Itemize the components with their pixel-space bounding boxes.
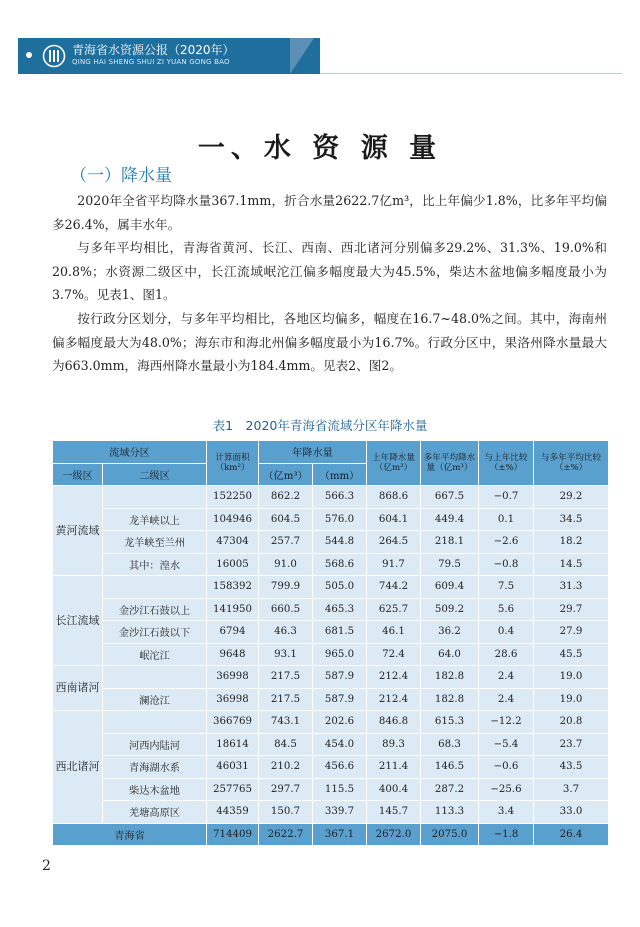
mm-cell: 115.5 bbox=[313, 778, 367, 801]
area-cell: 36998 bbox=[207, 688, 259, 711]
zone-level1-cell: 西南诸河 bbox=[53, 666, 103, 711]
avg-cell: 146.5 bbox=[421, 756, 479, 779]
cmp-avg-cell: 18.2 bbox=[534, 531, 609, 554]
last-cell: 212.4 bbox=[367, 666, 421, 689]
table-row bbox=[53, 688, 609, 711]
cmp-avg-cell: 23.7 bbox=[534, 733, 609, 756]
mm-cell: 568.6 bbox=[313, 553, 367, 576]
vol-cell: 743.1 bbox=[259, 711, 313, 734]
table-row bbox=[53, 643, 609, 666]
avg-cell: 287.2 bbox=[421, 778, 479, 801]
area-cell: 152250 bbox=[207, 486, 259, 509]
header-mm: （mm） bbox=[313, 463, 367, 486]
cmp-avg-cell: 29.2 bbox=[534, 486, 609, 509]
cmp-avg-cell: 31.3 bbox=[534, 576, 609, 599]
header-precip: 年降水量 bbox=[259, 441, 367, 464]
cmp-last-cell: 3.4 bbox=[479, 801, 534, 824]
cmp-last-cell: −0.8 bbox=[479, 553, 534, 576]
cmp-last-cell: −0.7 bbox=[479, 486, 534, 509]
cmp-avg-cell: 19.0 bbox=[534, 666, 609, 689]
area-cell: 158392 bbox=[207, 576, 259, 599]
cmp-avg-cell: 45.5 bbox=[534, 643, 609, 666]
cmp-last-cell: 2.4 bbox=[479, 688, 534, 711]
header-cmp-last: 与上年比较（±%） bbox=[479, 441, 534, 486]
zone-level2-cell: 河西内陆河 bbox=[103, 733, 207, 756]
table-row bbox=[53, 711, 609, 734]
total-vol-cell: 2622.7 bbox=[259, 823, 313, 846]
table-total-row bbox=[53, 823, 609, 846]
cmp-last-cell: −5.4 bbox=[479, 733, 534, 756]
last-cell: 625.7 bbox=[367, 598, 421, 621]
area-cell: 257765 bbox=[207, 778, 259, 801]
cmp-last-cell: −0.6 bbox=[479, 756, 534, 779]
table-row bbox=[53, 756, 609, 779]
mm-cell: 202.6 bbox=[313, 711, 367, 734]
total-last-cell: 2672.0 bbox=[367, 823, 421, 846]
water-bureau-logo-icon bbox=[42, 44, 66, 68]
avg-cell: 218.1 bbox=[421, 531, 479, 554]
total-label-cell: 青海省 bbox=[53, 823, 207, 846]
table-row bbox=[53, 486, 609, 509]
table-row bbox=[53, 508, 609, 531]
cmp-avg-cell: 43.5 bbox=[534, 756, 609, 779]
vol-cell: 297.7 bbox=[259, 778, 313, 801]
vol-cell: 660.5 bbox=[259, 598, 313, 621]
cmp-last-cell: −25.6 bbox=[479, 778, 534, 801]
section-title: （一）降水量 bbox=[70, 166, 172, 186]
last-cell: 72.4 bbox=[367, 643, 421, 666]
zone-level2-cell: 金沙江石鼓以上 bbox=[103, 598, 207, 621]
area-cell: 9648 bbox=[207, 643, 259, 666]
vol-cell: 862.2 bbox=[259, 486, 313, 509]
total-area-cell: 714409 bbox=[207, 823, 259, 846]
vol-cell: 604.5 bbox=[259, 508, 313, 531]
last-cell: 400.4 bbox=[367, 778, 421, 801]
cmp-avg-cell: 29.7 bbox=[534, 598, 609, 621]
avg-cell: 113.3 bbox=[421, 801, 479, 824]
area-cell: 104946 bbox=[207, 508, 259, 531]
mm-cell: 587.9 bbox=[313, 688, 367, 711]
avg-cell: 182.8 bbox=[421, 666, 479, 689]
header-area: 计算面积（km²） bbox=[207, 441, 259, 486]
header-vol: （亿m³） bbox=[259, 463, 313, 486]
header-subtitle: QING HAI SHENG SHUI ZI YUAN GONG BAO bbox=[72, 58, 230, 66]
header-banner-tail bbox=[290, 38, 314, 74]
table-row bbox=[53, 666, 609, 689]
cmp-last-cell: 0.1 bbox=[479, 508, 534, 531]
vol-cell: 217.5 bbox=[259, 666, 313, 689]
zone-level2-cell bbox=[103, 576, 207, 599]
area-cell: 16005 bbox=[207, 553, 259, 576]
total-mm-cell: 367.1 bbox=[313, 823, 367, 846]
last-cell: 868.6 bbox=[367, 486, 421, 509]
cmp-avg-cell: 19.0 bbox=[534, 688, 609, 711]
header-zone: 流域分区 bbox=[53, 441, 207, 464]
mm-cell: 454.0 bbox=[313, 733, 367, 756]
table-row bbox=[53, 733, 609, 756]
vol-cell: 150.7 bbox=[259, 801, 313, 824]
cmp-avg-cell: 3.7 bbox=[534, 778, 609, 801]
cmp-avg-cell: 14.5 bbox=[534, 553, 609, 576]
table-caption: 表1 2020年青海省流域分区年降水量 bbox=[212, 418, 428, 433]
zone-level2-cell: 青海湖水系 bbox=[103, 756, 207, 779]
mm-cell: 681.5 bbox=[313, 621, 367, 644]
area-cell: 36998 bbox=[207, 666, 259, 689]
header-last-year: 上年降水量（亿m³） bbox=[367, 441, 421, 486]
mm-cell: 587.9 bbox=[313, 666, 367, 689]
avg-cell: 449.4 bbox=[421, 508, 479, 531]
table-row bbox=[53, 531, 609, 554]
area-cell: 18614 bbox=[207, 733, 259, 756]
table-body bbox=[53, 486, 609, 846]
avg-cell: 615.3 bbox=[421, 711, 479, 734]
cmp-last-cell: 28.6 bbox=[479, 643, 534, 666]
area-cell: 46031 bbox=[207, 756, 259, 779]
cmp-last-cell: −12.2 bbox=[479, 711, 534, 734]
vol-cell: 91.0 bbox=[259, 553, 313, 576]
table-row bbox=[53, 576, 609, 599]
zone-level2-cell bbox=[103, 486, 207, 509]
area-cell: 141950 bbox=[207, 598, 259, 621]
mm-cell: 505.0 bbox=[313, 576, 367, 599]
area-cell: 44359 bbox=[207, 801, 259, 824]
area-cell: 6794 bbox=[207, 621, 259, 644]
avg-cell: 68.3 bbox=[421, 733, 479, 756]
mm-cell: 339.7 bbox=[313, 801, 367, 824]
mm-cell: 544.8 bbox=[313, 531, 367, 554]
zone-level2-cell: 澜沧江 bbox=[103, 688, 207, 711]
vol-cell: 217.5 bbox=[259, 688, 313, 711]
zone-level2-cell: 岷沱江 bbox=[103, 643, 207, 666]
header-cmp-avg: 与多年平均比较（±%） bbox=[534, 441, 609, 486]
mm-cell: 465.3 bbox=[313, 598, 367, 621]
last-cell: 46.1 bbox=[367, 621, 421, 644]
mm-cell: 456.6 bbox=[313, 756, 367, 779]
cmp-last-cell: −2.6 bbox=[479, 531, 534, 554]
paragraph-1: 2020年全省平均降水量367.1mm，折合水量2622.7亿m³，比上年偏少1.8%，比多年平均偏多26.4%，属丰水年。 bbox=[52, 193, 607, 232]
header-level1: 一级区 bbox=[53, 463, 103, 486]
cmp-last-cell: 7.5 bbox=[479, 576, 534, 599]
zone-level2-cell: 羌塘高原区 bbox=[103, 801, 207, 824]
mm-cell: 576.0 bbox=[313, 508, 367, 531]
vol-cell: 93.1 bbox=[259, 643, 313, 666]
last-cell: 212.4 bbox=[367, 688, 421, 711]
header-avg: 多年平均降水量（亿m³） bbox=[421, 441, 479, 486]
table-row bbox=[53, 778, 609, 801]
vol-cell: 84.5 bbox=[259, 733, 313, 756]
vol-cell: 257.7 bbox=[259, 531, 313, 554]
area-cell: 47304 bbox=[207, 531, 259, 554]
avg-cell: 609.4 bbox=[421, 576, 479, 599]
zone-level2-cell: 柴达木盆地 bbox=[103, 778, 207, 801]
avg-cell: 182.8 bbox=[421, 688, 479, 711]
mm-cell: 566.3 bbox=[313, 486, 367, 509]
table-row bbox=[53, 553, 609, 576]
total-avg-cell: 2075.0 bbox=[421, 823, 479, 846]
table-row bbox=[53, 598, 609, 621]
table-row bbox=[53, 801, 609, 824]
last-cell: 744.2 bbox=[367, 576, 421, 599]
precipitation-table bbox=[52, 440, 609, 846]
zone-level2-cell bbox=[103, 711, 207, 734]
cmp-avg-cell: 20.8 bbox=[534, 711, 609, 734]
mm-cell: 965.0 bbox=[313, 643, 367, 666]
zone-level2-cell: 龙羊峡至兰州 bbox=[103, 531, 207, 554]
last-cell: 604.1 bbox=[367, 508, 421, 531]
zone-level2-cell: 其中：湟水 bbox=[103, 553, 207, 576]
last-cell: 846.8 bbox=[367, 711, 421, 734]
vol-cell: 799.9 bbox=[259, 576, 313, 599]
header-title: 青海省水资源公报（2020年） bbox=[72, 43, 235, 57]
cmp-last-cell: 2.4 bbox=[479, 666, 534, 689]
avg-cell: 509.2 bbox=[421, 598, 479, 621]
zone-level2-cell bbox=[103, 666, 207, 689]
vol-cell: 46.3 bbox=[259, 621, 313, 644]
total-cmp-avg-cell: 26.4 bbox=[534, 823, 609, 846]
area-cell: 366769 bbox=[207, 711, 259, 734]
paragraph-2: 与多年平均相比，青海省黄河、长江、西南、西北诸河分别偏多29.2%、31.3%、19.0%和20.8%；水资源二级区中，长江流域岷沱江偏多幅度最大为45.5%，柴达木盆地偏多幅度最小为3.7%。见表1、图1。 bbox=[52, 240, 607, 302]
header-rule bbox=[320, 73, 622, 74]
last-cell: 211.4 bbox=[367, 756, 421, 779]
paragraph-3: 按行政分区划分，与多年平均相比，各地区均偏多，幅度在16.7~48.0%之间。其中，海南州偏多幅度最大为48.0%；海东市和海北州偏多幅度最小为16.7%。行政分区中，果洛州降水量最大为663.0mm，海西州降水量最小为184.4mm。见表2、图2。 bbox=[52, 311, 607, 373]
zone-level2-cell: 金沙江石鼓以下 bbox=[103, 621, 207, 644]
last-cell: 89.3 bbox=[367, 733, 421, 756]
avg-cell: 667.5 bbox=[421, 486, 479, 509]
avg-cell: 36.2 bbox=[421, 621, 479, 644]
header-level2: 二级区 bbox=[103, 463, 207, 486]
zone-level1-cell: 长江流域 bbox=[53, 576, 103, 666]
zone-level2-cell: 龙羊峡以上 bbox=[103, 508, 207, 531]
page-number: 2 bbox=[42, 858, 51, 874]
total-cmp-last-cell: −1.8 bbox=[479, 823, 534, 846]
zone-level1-cell: 西北诸河 bbox=[53, 711, 103, 824]
chapter-title: 一、水 资 源 量 bbox=[197, 133, 443, 164]
avg-cell: 64.0 bbox=[421, 643, 479, 666]
cmp-avg-cell: 34.5 bbox=[534, 508, 609, 531]
cmp-last-cell: 0.4 bbox=[479, 621, 534, 644]
last-cell: 145.7 bbox=[367, 801, 421, 824]
cmp-avg-cell: 27.9 bbox=[534, 621, 609, 644]
zone-level1-cell: 黄河流域 bbox=[53, 486, 103, 576]
table-row bbox=[53, 621, 609, 644]
bullet-dot-icon bbox=[26, 52, 32, 58]
vol-cell: 210.2 bbox=[259, 756, 313, 779]
cmp-last-cell: 5.6 bbox=[479, 598, 534, 621]
cmp-avg-cell: 33.0 bbox=[534, 801, 609, 824]
last-cell: 264.5 bbox=[367, 531, 421, 554]
last-cell: 91.7 bbox=[367, 553, 421, 576]
avg-cell: 79.5 bbox=[421, 553, 479, 576]
